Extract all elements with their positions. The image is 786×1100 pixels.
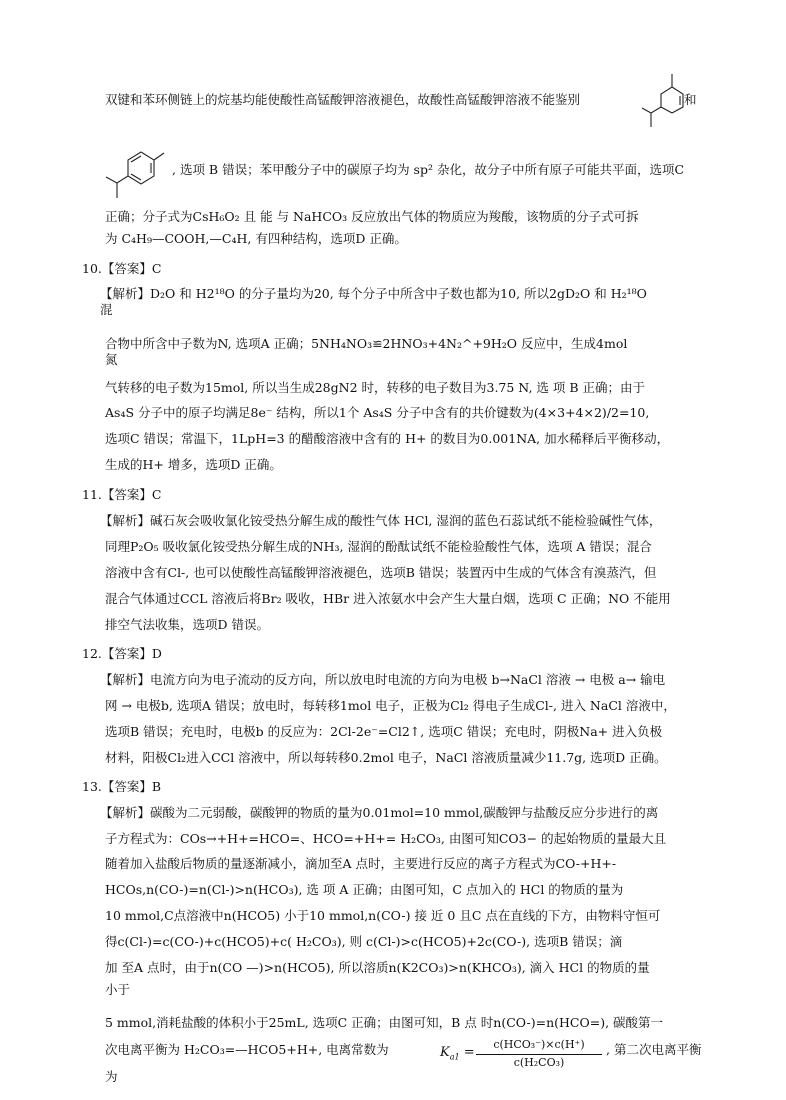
text-line: 【解析】碱石灰会吸收氯化铵受热分解生成的酸性气体 HCl, 湿润的蓝色石蕊试纸不能检验碱性气体， (100, 513, 662, 528)
text-line: 双键和苯环侧链上的烷基均能使酸性高锰酸钾溶液褪色，故酸性高锰酸钾溶液不能鉴别 (105, 92, 581, 107)
text-line: 12.【答案】D (82, 646, 162, 661)
text-line: 为 C₄H₉—COOH,—C₄H, 有四种结构，选项D 正确。 (105, 231, 407, 246)
text-line: 5 mmol,消耗盐酸的体积小于25mL, 选项C 正确；由图可知，B 点 时n(CO-)=n(HCO=), 碳酸第一 (105, 1015, 664, 1030)
text-line: 10.【答案】C (82, 261, 162, 276)
text-line: 合物中所含中子数为N, 选项A 正确；5NH₄NO₃≌2HNO₃+4N₂^+9H₂O 反应中，生成4mol (105, 336, 628, 351)
text-line: As₄S 分子中的原子均满足8e⁻ 结构，所以1个 As₄S 分子中含有的共价键数为(4×3+4×2)/2=10, (105, 405, 650, 420)
text-line: 和 (684, 92, 697, 107)
text-line: 【解析】碳酸为二元弱酸，碳酸钾的物质的量为0.01mol=10 mmol,碳酸钾与盐酸反应分步进行的离 (100, 805, 659, 820)
text-line: 10 mmol,C点溶液中n(HCO5) 小于10 mmol,n(CO-) 接 近 0 且C 点在直线的下方，由物料守恒可 (105, 908, 661, 923)
text-line: 11.【答案】C (82, 487, 162, 502)
text-line: 【解析】电流方向为电子流动的反方向，所以放电时电流的方向为电极 b→NaCl 溶液 → 电极 a→ 输电 (100, 672, 666, 687)
text-line: 随着加入盐酸后物质的量逐渐减小，滴加至A 点时，主要进行反应的离子方程式为CO-+H+- (105, 856, 617, 871)
text-line: 加 至A 点时，由于n(CO —)>n(HCO5), 所以溶质n(K2CO₃)>n(KHCO₃), 滴入 HCl 的物质的量 (105, 960, 650, 975)
text-line: 【解析】D₂O 和 H2¹⁸O 的分子量均为20, 每个分子中所含中子数也都为10, 所以2gD₂O 和 H₂¹⁸O (100, 286, 647, 301)
isopropyl-cyclohexene-structure (640, 70, 686, 138)
ka1-equals: = (463, 1045, 475, 1060)
text-line: 气转移的电子数为15mol, 所以当生成28gN2 时，转移的电子数目为3.75 N, 选 项 B 正确；由于 (105, 380, 645, 395)
text-line: 正确；分子式为CsH₆O₂ 且 能 与 NaHCO₃ 反应放出气体的物质应为羧酸，该物质的分子式可拆 (105, 209, 639, 224)
text-line: 次电离平衡为 H₂CO₃=—HCO5+H+, 电离常数为 (105, 1042, 389, 1057)
text-line: 排空气法收集，选项D 错误。 (105, 617, 269, 632)
text-line: 混合气体通过CCL 溶液后将Br₂ 吸收，HBr 进入浓氨水中会产生大量白烟，选项 C 正确；NO 不能用 (105, 591, 671, 606)
text-line: 选项C 错误；常温下，1LpH=3 的醋酸溶液中含有的 H+ 的数目为0.001NA, 加水稀释后平衡移动， (105, 431, 670, 446)
ka1-numerator: c(HCO₃⁻)×c(H⁺) (493, 1038, 585, 1051)
text-line: 同理P₂O₅ 吸收氯化铵受热分解生成的NH₃, 湿润的酚酞试纸不能检验酸性气体，选项 A 错误；混合 (105, 539, 652, 554)
text-line: 氮 (105, 352, 118, 367)
text-line: 为 (105, 1069, 118, 1084)
text-line: 13.【答案】B (82, 779, 162, 794)
ka1-subscript: a1 (449, 1052, 460, 1062)
text-line: HCOs,n(CO-)=n(Cl-)>n(HCO₃), 选 项 A 正确；由图可知，C 点加入的 HCl 的物质的量为 (105, 882, 624, 897)
text-line: 混 (100, 302, 113, 317)
text-line: 得c(Cl-)=c(CO-)+c(HCO5)+c( H₂CO₃), 则 c(Cl-)>c(HCO5)+2c(CO-), 选项B 错误；滴 (105, 934, 623, 949)
ka1-denominator: c(H₂CO₃) (513, 1056, 565, 1069)
text-line: , 第二次电离平衡 (606, 1042, 702, 1057)
text-line: 溶液中含有Cl-, 也可以使酸性高锰酸钾溶液褪色，选项B 错误；装置丙中生成的气体含有溴蒸汽，但 (105, 565, 657, 580)
text-line: 选项B 错误；充电时，电极b 的反应为：2Cl-2e⁻=Cl2↑, 选项C 错误；充电时，阴极Na+ 进入负极 (105, 724, 663, 739)
text-line: 小于 (105, 982, 131, 997)
text-line: 生成的H+ 增多，选项D 正确。 (105, 457, 282, 472)
p-cymene-structure (98, 140, 170, 206)
text-line: 材料，阳极Cl₂进入CCl 溶液中，所以每转移0.2mol 电子，NaCl 溶液质量减少11.7g, 选项D 正确。 (105, 750, 667, 765)
text-line: 子方程式为：COs→+H+=HCO=、HCO=+H+= H₂CO₃, 由图可知CO3− 的起始物质的量最大且 (105, 831, 667, 846)
ka1-fraction-bar (476, 1054, 602, 1055)
text-line: 网 → 电极b, 选项A 错误；放电时，每转移1mol 电子，正极为Cl₂ 得电子生成Cl-, 进入 NaCl 溶液中， (105, 698, 676, 713)
ka1-symbol: K (440, 1045, 450, 1060)
text-line: , 选项 B 错误；苯甲酸分子中的碳原子均为 sp² 杂化，故分子中所有原子可能共平面，选项C (172, 162, 685, 177)
